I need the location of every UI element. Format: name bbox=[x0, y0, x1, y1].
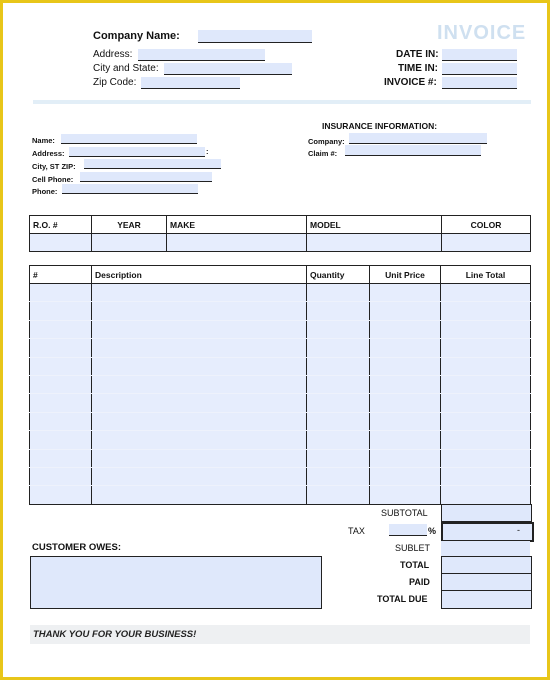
item-number-cell[interactable] bbox=[30, 412, 92, 430]
quantity-cell[interactable] bbox=[307, 375, 370, 393]
item-number-cell[interactable] bbox=[30, 449, 92, 467]
quantity-cell[interactable] bbox=[307, 449, 370, 467]
customer-owes-label: CUSTOMER OWES: bbox=[32, 542, 122, 553]
description-cell[interactable] bbox=[92, 302, 307, 320]
tax-amount-field[interactable] bbox=[441, 522, 534, 542]
claim-number-field[interactable] bbox=[345, 145, 481, 156]
line-total-cell[interactable] bbox=[441, 394, 531, 412]
line-total-cell[interactable] bbox=[441, 486, 531, 504]
cell-phone-field[interactable] bbox=[80, 172, 212, 182]
insurance-company-field[interactable] bbox=[349, 133, 487, 144]
total-field[interactable] bbox=[441, 556, 532, 574]
insurance-company-label: Company: bbox=[308, 137, 345, 146]
quantity-cell[interactable] bbox=[307, 339, 370, 357]
paid-field[interactable] bbox=[441, 573, 532, 591]
description-cell[interactable] bbox=[92, 394, 307, 412]
quantity-cell[interactable] bbox=[307, 486, 370, 504]
unit-price-cell[interactable] bbox=[370, 449, 441, 467]
invoice-number-field[interactable] bbox=[442, 77, 517, 89]
insurance-heading: INSURANCE INFORMATION: bbox=[322, 121, 438, 131]
phone-field[interactable] bbox=[62, 184, 198, 194]
item-number-cell[interactable] bbox=[30, 486, 92, 504]
color-field[interactable] bbox=[442, 234, 531, 252]
date-in-label: DATE IN: bbox=[396, 49, 439, 60]
line-total-cell[interactable] bbox=[441, 302, 531, 320]
table-row bbox=[30, 412, 531, 430]
tax-percent: % bbox=[428, 526, 437, 536]
quantity-cell[interactable] bbox=[307, 467, 370, 485]
company-name-label: Company Name: bbox=[93, 30, 180, 42]
unit-price-cell[interactable] bbox=[370, 357, 441, 375]
line-total-cell[interactable] bbox=[441, 357, 531, 375]
col-quantity: Quantity bbox=[307, 266, 370, 284]
sublet-field[interactable] bbox=[441, 541, 530, 557]
unit-price-cell[interactable] bbox=[370, 412, 441, 430]
line-total-cell[interactable] bbox=[441, 467, 531, 485]
unit-price-cell[interactable] bbox=[370, 302, 441, 320]
line-total-cell[interactable] bbox=[441, 449, 531, 467]
item-number-cell[interactable] bbox=[30, 431, 92, 449]
table-row bbox=[30, 431, 531, 449]
unit-price-cell[interactable] bbox=[370, 320, 441, 338]
col-color: COLOR bbox=[442, 216, 531, 234]
table-row bbox=[30, 339, 531, 357]
line-total-cell[interactable] bbox=[441, 431, 531, 449]
phone-label: Phone: bbox=[32, 187, 58, 196]
quantity-cell[interactable] bbox=[307, 302, 370, 320]
col-description: Description bbox=[92, 266, 307, 284]
zip-code-label: Zip Code: bbox=[93, 77, 137, 88]
line-total-cell[interactable] bbox=[441, 412, 531, 430]
customer-name-field[interactable] bbox=[61, 134, 197, 144]
description-cell[interactable] bbox=[92, 449, 307, 467]
invoice-title: INVOICE bbox=[437, 22, 527, 44]
claim-number-label: Claim #: bbox=[308, 149, 338, 158]
city-state-field[interactable] bbox=[164, 63, 292, 75]
item-number-cell[interactable] bbox=[30, 320, 92, 338]
tax-rate-field[interactable] bbox=[389, 524, 427, 536]
year-field[interactable] bbox=[92, 234, 167, 252]
unit-price-cell[interactable] bbox=[370, 394, 441, 412]
header-divider bbox=[33, 100, 531, 104]
unit-price-cell[interactable] bbox=[370, 339, 441, 357]
item-number-cell[interactable] bbox=[30, 467, 92, 485]
total-due-field[interactable] bbox=[441, 590, 532, 609]
model-field[interactable] bbox=[307, 234, 442, 252]
col-make: MAKE bbox=[167, 216, 307, 234]
cell-phone-label: Cell Phone: bbox=[32, 175, 74, 184]
footer-banner bbox=[30, 625, 530, 644]
line-total-cell[interactable] bbox=[441, 375, 531, 393]
subtotal-label: SUBTOTAL bbox=[381, 508, 428, 518]
quantity-cell[interactable] bbox=[307, 394, 370, 412]
customer-name-label: Name: bbox=[32, 136, 55, 145]
time-in-label: TIME IN: bbox=[398, 63, 438, 74]
total-due-label: TOTAL DUE bbox=[377, 594, 428, 604]
item-number-cell[interactable] bbox=[30, 357, 92, 375]
quantity-cell[interactable] bbox=[307, 431, 370, 449]
city-zip-field[interactable] bbox=[84, 159, 221, 169]
line-total-cell[interactable] bbox=[441, 320, 531, 338]
item-number-cell[interactable] bbox=[30, 375, 92, 393]
col-year: YEAR bbox=[92, 216, 167, 234]
company-name-field[interactable] bbox=[198, 30, 312, 43]
item-number-cell[interactable] bbox=[30, 394, 92, 412]
city-state-label: City and State: bbox=[93, 63, 159, 74]
unit-price-cell[interactable] bbox=[370, 284, 441, 302]
description-cell[interactable] bbox=[92, 486, 307, 504]
date-in-field[interactable] bbox=[442, 49, 517, 61]
quantity-cell[interactable] bbox=[307, 320, 370, 338]
description-cell[interactable] bbox=[92, 357, 307, 375]
customer-address-field[interactable] bbox=[69, 147, 205, 157]
description-cell[interactable] bbox=[92, 339, 307, 357]
col-unit-price: Unit Price bbox=[370, 266, 441, 284]
table-row bbox=[30, 449, 531, 467]
unit-price-cell[interactable] bbox=[370, 467, 441, 485]
col-item-number: # bbox=[30, 266, 92, 284]
item-number-cell[interactable] bbox=[30, 284, 92, 302]
description-cell[interactable] bbox=[92, 375, 307, 393]
table-row bbox=[30, 357, 531, 375]
tax-label: TAX bbox=[348, 526, 365, 536]
col-line-total: Line Total bbox=[441, 266, 531, 284]
line-total-cell[interactable] bbox=[441, 284, 531, 302]
line-items-table bbox=[29, 265, 531, 505]
tax-amount-value: - bbox=[517, 525, 520, 535]
quantity-cell[interactable] bbox=[307, 284, 370, 302]
quantity-cell[interactable] bbox=[307, 357, 370, 375]
table-row bbox=[30, 320, 531, 338]
description-cell[interactable] bbox=[92, 431, 307, 449]
thank-you-text: THANK YOU FOR YOUR BUSINESS! bbox=[33, 629, 197, 640]
table-row bbox=[30, 394, 531, 412]
description-cell[interactable] bbox=[92, 284, 307, 302]
customer-owes-box[interactable] bbox=[30, 556, 322, 609]
unit-price-cell[interactable] bbox=[370, 431, 441, 449]
address-label: Address: bbox=[93, 49, 133, 60]
make-field[interactable] bbox=[167, 234, 307, 252]
description-cell[interactable] bbox=[92, 467, 307, 485]
sublet-label: SUBLET bbox=[395, 543, 431, 553]
zip-code-field[interactable] bbox=[141, 77, 240, 89]
col-ro-number: R.O. # bbox=[30, 216, 92, 234]
table-row bbox=[30, 486, 531, 504]
table-row bbox=[30, 284, 531, 302]
customer-address-label: Address: bbox=[32, 149, 65, 158]
unit-price-cell[interactable] bbox=[370, 375, 441, 393]
paid-label: PAID bbox=[409, 577, 430, 587]
table-row bbox=[30, 375, 531, 393]
unit-price-cell[interactable] bbox=[370, 486, 441, 504]
item-number-cell[interactable] bbox=[30, 339, 92, 357]
item-number-cell[interactable] bbox=[30, 302, 92, 320]
table-row bbox=[30, 302, 531, 320]
address-field[interactable] bbox=[138, 49, 265, 61]
line-total-cell[interactable] bbox=[441, 339, 531, 357]
description-cell[interactable] bbox=[92, 320, 307, 338]
table-row bbox=[30, 467, 531, 485]
time-in-field[interactable] bbox=[442, 63, 517, 75]
city-zip-label: City, ST ZIP: bbox=[32, 162, 76, 171]
total-label: TOTAL bbox=[400, 560, 430, 570]
invoice-number-label: INVOICE #: bbox=[384, 77, 437, 88]
description-cell[interactable] bbox=[92, 412, 307, 430]
col-model: MODEL bbox=[307, 216, 442, 234]
customer-address-suffix: : bbox=[206, 147, 209, 156]
quantity-cell[interactable] bbox=[307, 412, 370, 430]
ro-number-field[interactable] bbox=[30, 234, 92, 252]
subtotal-field[interactable] bbox=[441, 504, 532, 522]
vehicle-table bbox=[29, 215, 531, 252]
